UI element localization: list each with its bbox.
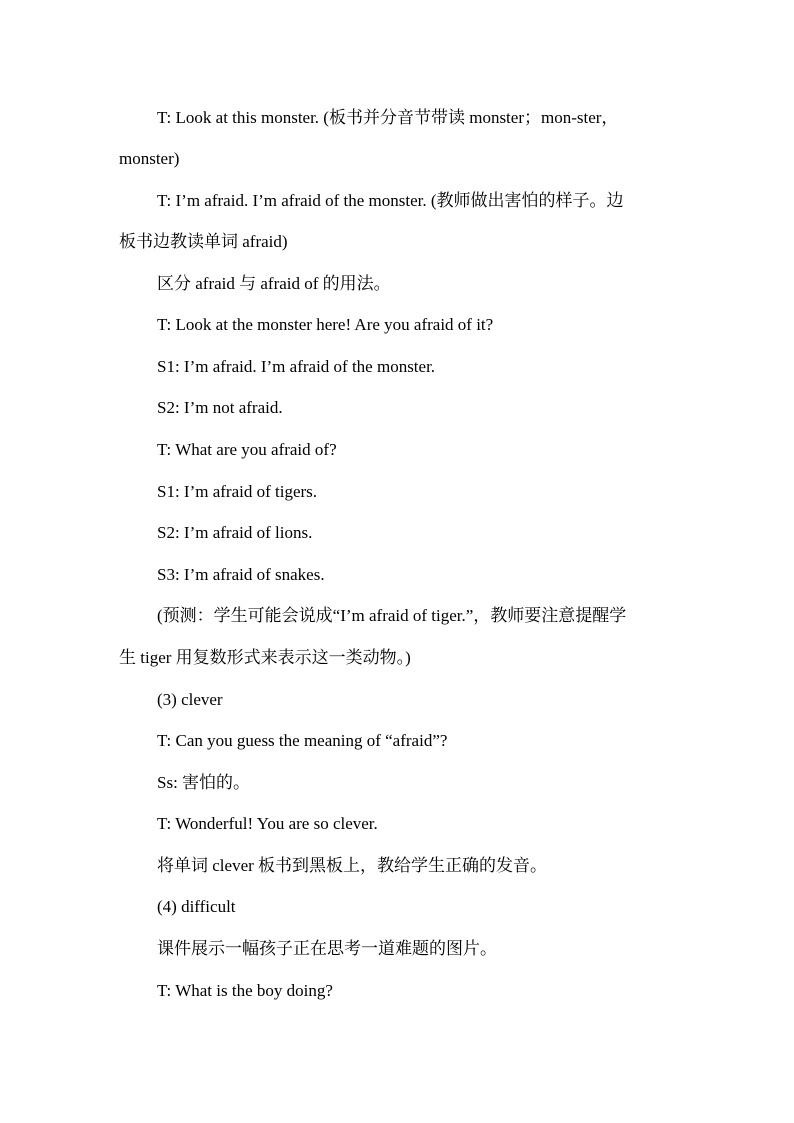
text-line: 课件展示一幅孩子正在思考一道难题的图片。	[157, 939, 497, 958]
text-line: (3) clever	[157, 690, 223, 709]
text-line: S2: I’m afraid of lions.	[157, 523, 313, 542]
text-line: Ss: 害怕的。	[157, 773, 251, 792]
text-line: T: I’m afraid. I’m afraid of the monster. (教师做出害怕的样子。边	[157, 191, 624, 210]
text-line: T: Can you guess the meaning of “afraid”?	[157, 731, 448, 750]
text-line: monster)	[119, 149, 180, 168]
text-line: S3: I’m afraid of snakes.	[157, 565, 325, 584]
text-line: S2: I’m not afraid.	[157, 398, 283, 417]
text-line: S1: I’m afraid. I’m afraid of the monster.	[157, 357, 436, 376]
text-line: S1: I’m afraid of tigers.	[157, 482, 318, 501]
text-line: T: Look at the monster here! Are you afraid of it?	[157, 315, 494, 334]
text-line: T: What is the boy doing?	[157, 981, 333, 1000]
text-line: (预测：学生可能会说成“I’m afraid of tiger.”，教师要注意提醒学	[157, 606, 627, 625]
text-line: 将单词 clever 板书到黑板上，教给学生正确的发音。	[157, 856, 548, 875]
text-line: 生 tiger 用复数形式来表示这一类动物。)	[119, 648, 411, 667]
text-line: T: Look at this monster. (板书并分音节带读 monster；mon-ster，	[157, 108, 619, 127]
text-line: 板书边教读单词 afraid)	[119, 232, 288, 251]
text-line: (4) difficult	[157, 897, 236, 916]
text-line: T: What are you afraid of?	[157, 440, 337, 459]
text-line: T: Wonderful! You are so clever.	[157, 814, 378, 833]
text-line: 区分 afraid 与 afraid of 的用法。	[157, 274, 391, 293]
